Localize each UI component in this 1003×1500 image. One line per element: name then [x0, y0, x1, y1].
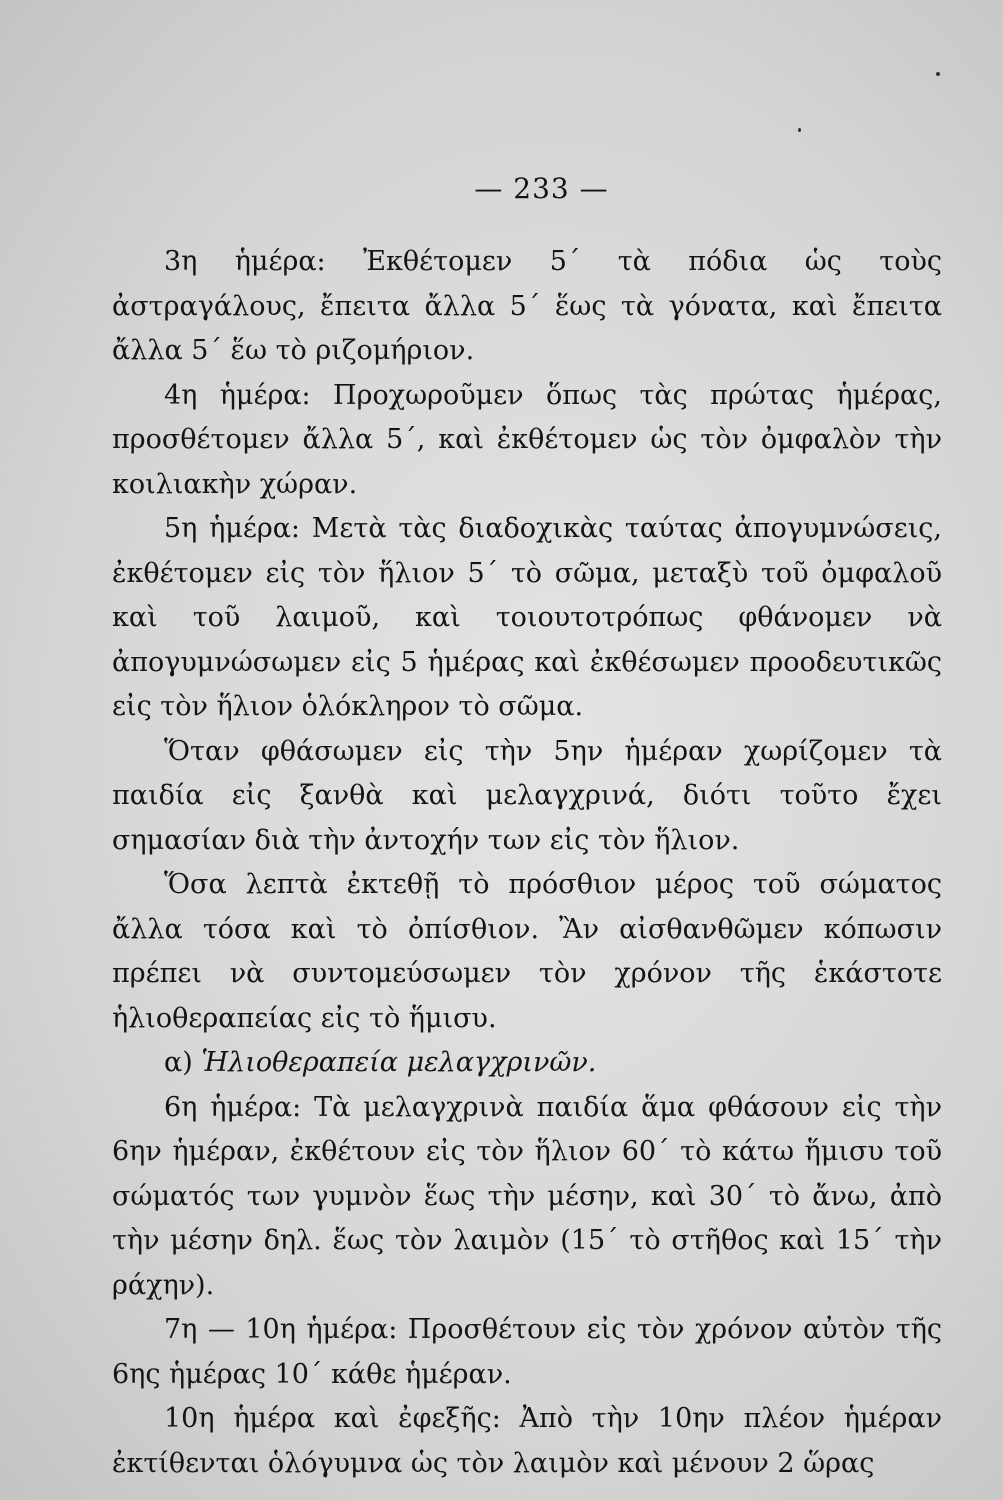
paragraph-day-6: 6η ἡμέρα: Τὰ μελαγχρινὰ παιδία ἅμα φθάσουν εἰς τὴν 6ην ἡμέραν, ἐκθέτουν εἰς τὸν ἥλιον 60΄ τὸ κάτω ἥμισυ τοῦ σώματός των γυμνὸν ἕως τὴν μέσην, καὶ 30΄ τὸ ἄνω, ἀπὸ τὴν μέσην δηλ. ἕως τὸν λαιμὸν (15΄ τὸ στῆθος καὶ 15΄ τὴν ράχην).	[112, 1091, 942, 1301]
paragraph-day-10-onward: 10η ἡμέρα καὶ ἐφεξῆς: Ἀπὸ τὴν 10ην πλέον ἡμέραν ἐκτίθενται ὁλόγυμνα ὡς τὸν λαιμὸν καὶ μένουν 2 ὥρας	[112, 1403, 942, 1479]
page-number: — 233 —	[474, 172, 609, 205]
paragraph-duration: Ὅσα λεπτὰ ἐκτεθῇ τὸ πρόσθιον μέρος τοῦ σώματος ἄλλα τόσα καὶ τὸ ὀπίσθιον. Ἂν αἰσθανθῶμεν κόπωσιν πρέπει νὰ συντομεύσωμεν τὸν χρόνον τῆς ἑκάστοτε ἡλιοθεραπείας εἰς τὸ ἥμισυ.	[112, 869, 942, 1034]
paragraph-day-4: 4η ἡμέρα: Προχωροῦμεν ὅπως τὰς πρώτας ἡμέρας, προσθέτομεν ἄλλα 5΄, καὶ ἐκθέτομεν ὡς τὸν ὀμφαλὸν τὴν κοιλιακὴν χώραν.	[112, 379, 942, 500]
section-heading-label: α)	[164, 1047, 193, 1078]
page-body	[112, 240, 942, 1486]
section-heading-title: Ἡλιοθεραπεία μελαγχρινῶν.	[201, 1047, 597, 1078]
paragraph-day-3: 3η ἡμέρα: Ἐκθέτομεν 5΄ τὰ πόδια ὡς τοὺς ἀστραγάλους, ἔπειτα ἄλλα 5΄ ἕως τὰ γόνατα, καὶ ἔπειτα ἄλλα 5΄ ἕω τὸ ριζομήριον.	[112, 246, 942, 366]
paragraph-day-5: 5η ἡμέρα: Μετὰ τὰς διαδοχικὰς ταύτας ἀπογυμνώσεις, ἐκθέτομεν εἰς τὸν ἥλιον 5΄ τὸ σῶμα, μεταξὺ τοῦ ὀμφαλοῦ καὶ τοῦ λαιμοῦ, καὶ τοιουτοτρόπως φθάνομεν νὰ ἀπογυμνώσωμεν εἰς 5 ἡμέρας καὶ ἐκθέσωμεν προοδευτικῶς εἰς τὸν ἥλιον ὁλόκληρον τὸ σῶμα.	[112, 513, 942, 722]
paper-speck	[798, 128, 801, 132]
paragraph-separation: Ὅταν φθάσωμεν εἰς τὴν 5ην ἡμέραν χωρίζομεν τὰ παιδία εἰς ξανθὰ καὶ μελαγχρινά, διότι τοῦτο ἔχει σημασίαν διὰ τὴν ἀντοχήν των εἰς τὸν ἥλιον.	[112, 735, 942, 856]
paper-speck	[936, 72, 940, 76]
paragraph-day-7-10: 7η — 10η ἡμέρα: Προσθέτουν εἰς τὸν χρόνον αὐτὸν τῆς 6ης ἡμέρας 10΄ κάθε ἡμέραν.	[112, 1314, 942, 1390]
section-heading	[112, 1041, 942, 1086]
